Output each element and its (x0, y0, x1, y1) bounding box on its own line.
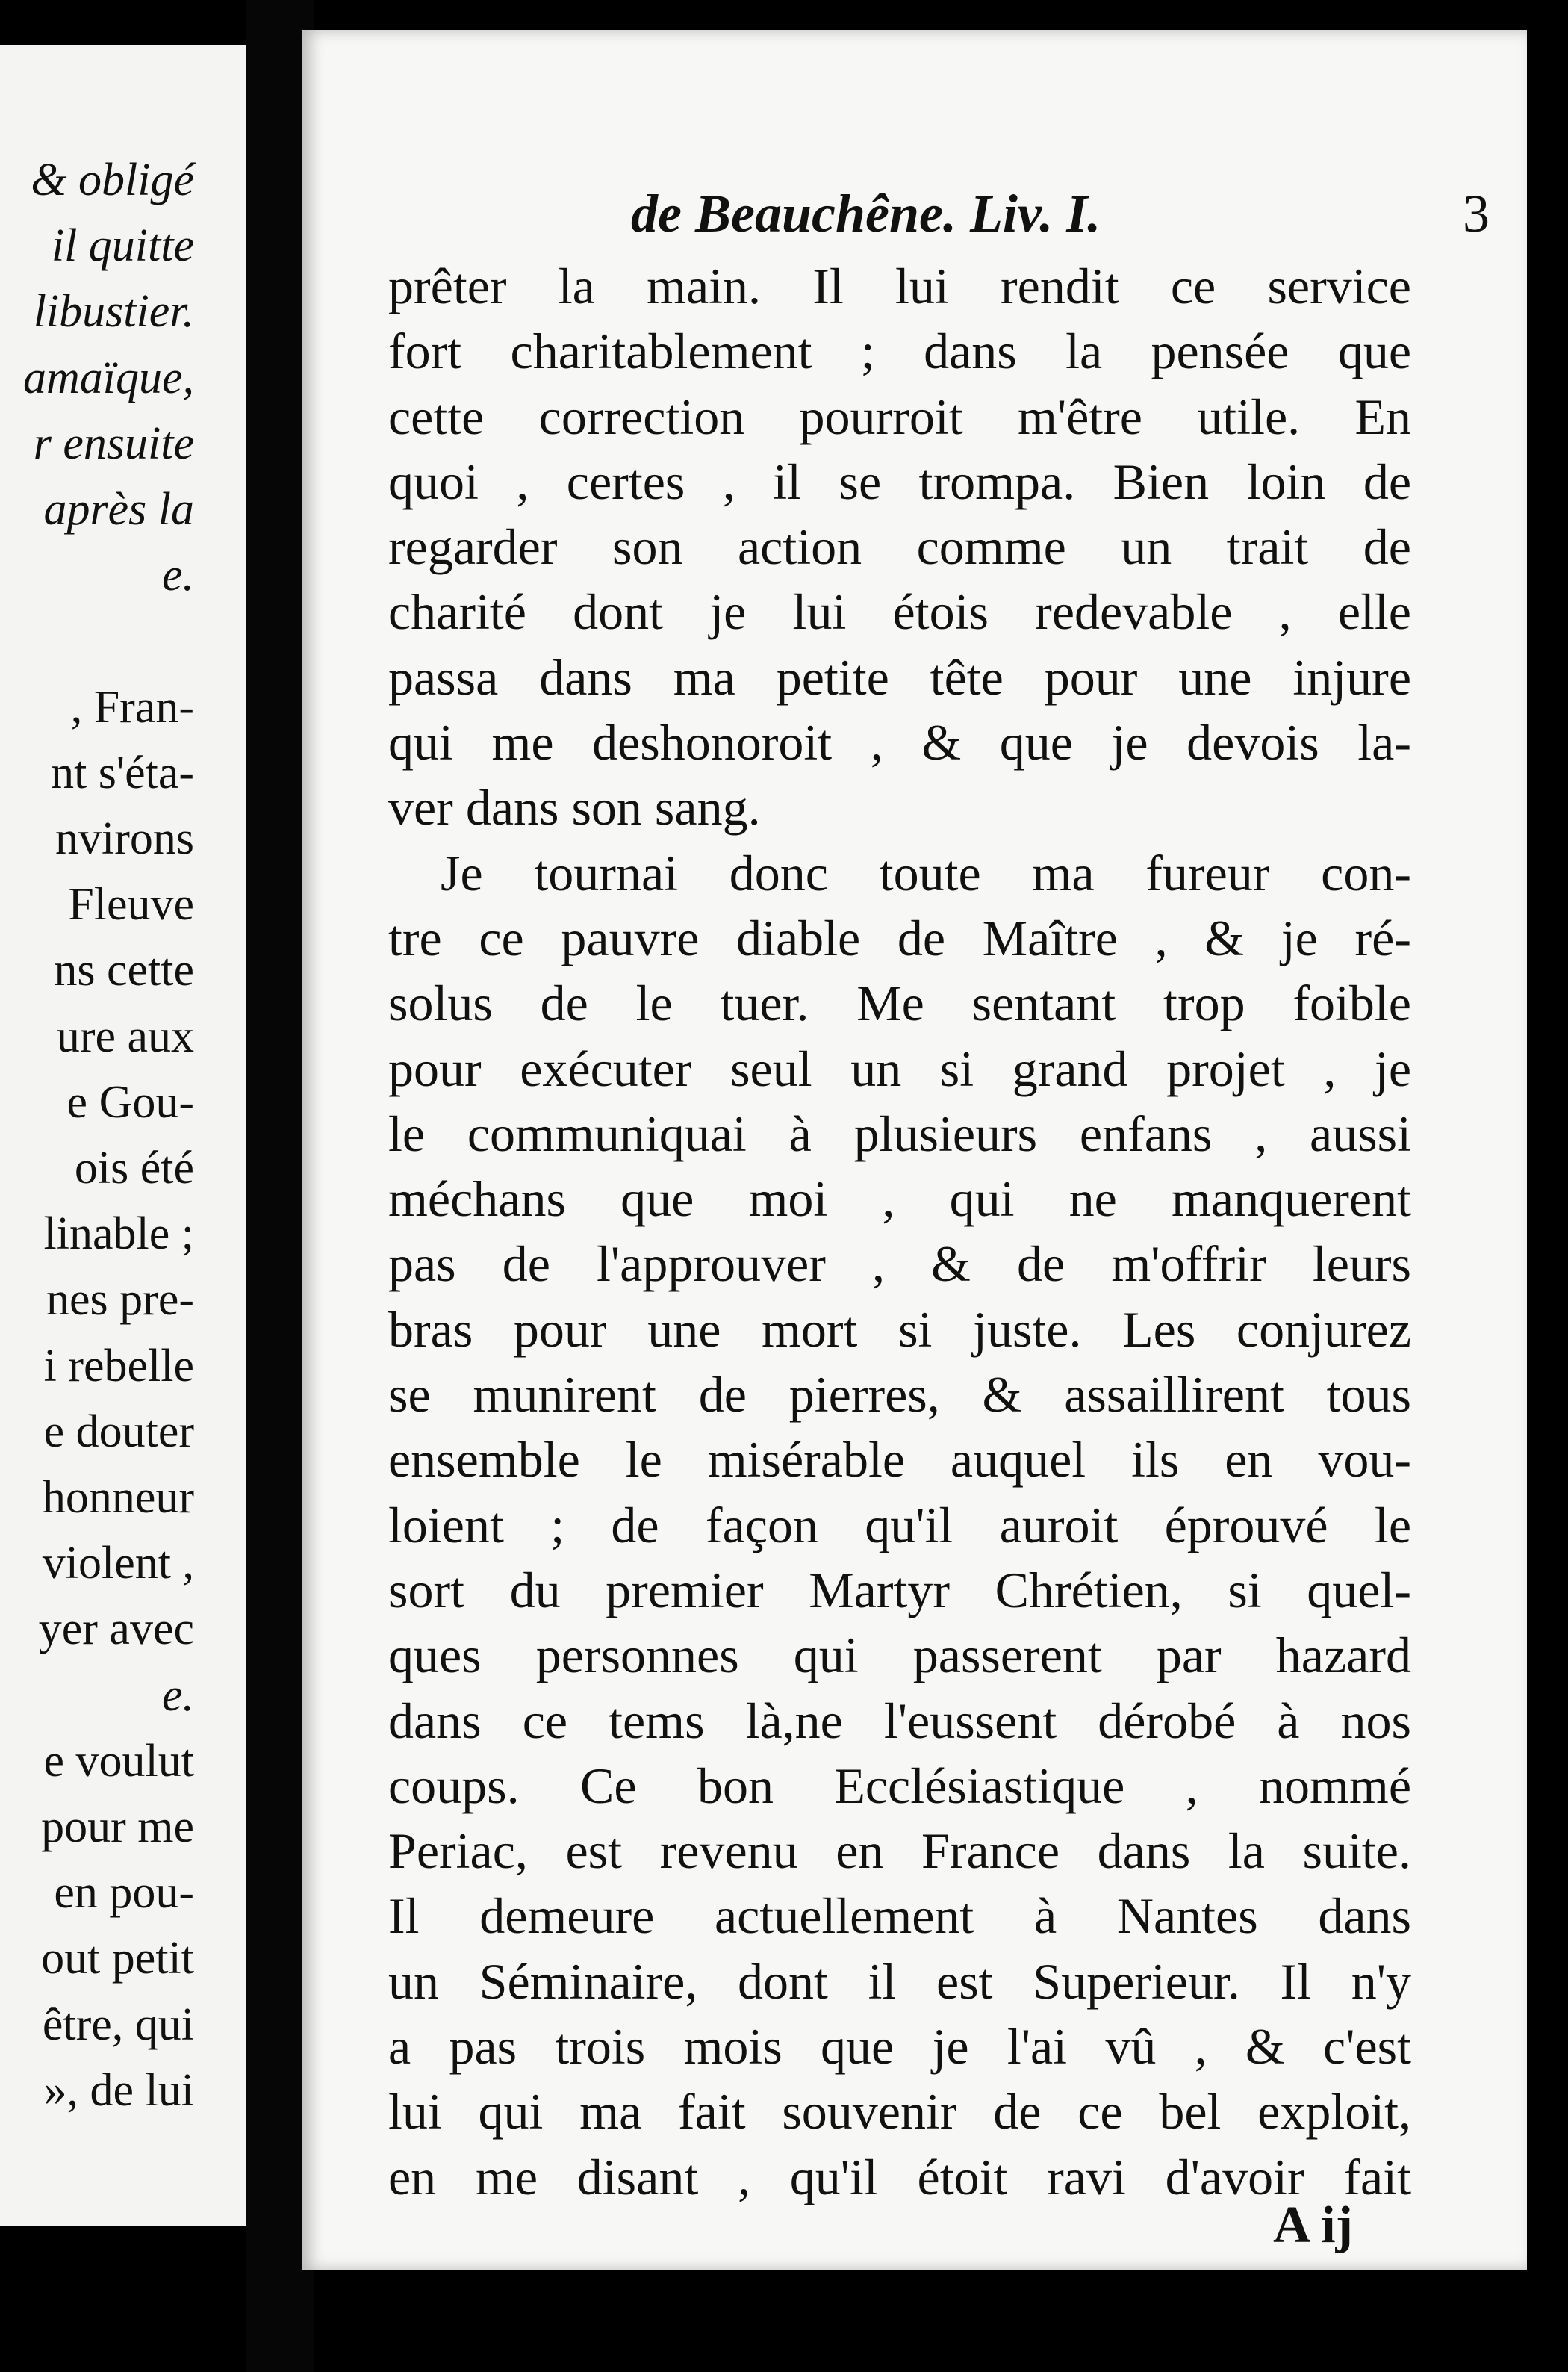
left-page-line: ure aux (56, 1010, 194, 1062)
text-line: a pas trois mois que je l'ai vû , & c'est (388, 2018, 1411, 2076)
text-line: prêter la main. Il lui rendit ce service (388, 258, 1411, 314)
text-line: le communiquai à plusieurs enfans , aussi (388, 1105, 1411, 1162)
page-number: 3 (1463, 184, 1490, 243)
left-page-line: e. (161, 1669, 194, 1721)
text-line: Je tournai donc toute ma fureur con- (441, 844, 1411, 901)
text-line: ques personnes qui passerent par hazard (388, 1627, 1411, 1684)
text-line: en me disant , qu'il étoit ravi d'avoir fait (388, 2148, 1411, 2205)
left-page-line: e Gou- (66, 1076, 194, 1128)
left-page-line: amaïque, (22, 352, 194, 403)
left-page-line: en pou- (54, 1867, 194, 1919)
page-header (631, 183, 1490, 243)
text-line: qui me deshonoroit , & que je devois la- (388, 714, 1411, 771)
left-page-line: r ensuite (33, 417, 194, 469)
left-page-line: être, qui (42, 1999, 194, 2050)
left-page-line: après la (43, 484, 194, 535)
left-page-line: i rebelle (43, 1340, 194, 1391)
left-page-line: e douter (43, 1406, 194, 1457)
text-line: solus de le tuer. Me sentant trop foible (388, 975, 1411, 1032)
left-page-line: nes pre- (46, 1274, 194, 1326)
text-line: méchans que moi , qui ne manquerent (388, 1170, 1411, 1228)
left-page-line: ns cette (54, 945, 194, 996)
left-page-line: Fleuve (68, 879, 194, 931)
left-page-line: », de lui (43, 2064, 194, 2116)
book-page (302, 30, 1527, 2270)
text-line: tre ce pauvre diable de Maître , & je ré- (388, 909, 1411, 966)
left-page-line: linable ; (43, 1208, 194, 1260)
text-line: charité dont je lui étois redevable , elle (388, 583, 1411, 641)
text-line: bras pour une mort si juste. Les conjurez (388, 1300, 1411, 1358)
left-page-line: , Fran- (70, 681, 194, 733)
left-page-line: nt s'éta- (51, 747, 194, 798)
text-line: pas de l'approuver , & de m'offrir leurs (388, 1235, 1411, 1293)
running-head: de Beauchêne. Liv. I. (631, 184, 1101, 243)
left-page-line: libustier. (33, 286, 194, 338)
text-line: lui qui ma fait souvenir de ce bel exploit, (388, 2083, 1411, 2140)
left-page-line: honneur (42, 1472, 194, 1523)
text-line: coups. Ce bon Ecclésiastique , nommé (388, 1757, 1411, 1814)
left-page-line: & obligé (31, 155, 194, 205)
text-line: dans ce tems là,ne l'eussent dérobé à nos (388, 1692, 1411, 1749)
signature-mark: A ij (1273, 2196, 1353, 2254)
text-line: passa dans ma petite tête pour une injure (388, 648, 1411, 706)
text-line: Periac, est revenu en France dans la suite. (388, 1822, 1411, 1880)
left-page-line: out petit (41, 1933, 194, 1984)
text-line: pour exécuter seul un si grand projet , je (388, 1040, 1411, 1097)
text-line: fort charitablement ; dans la pensée que (388, 323, 1411, 380)
text-line: loient ; de façon qu'il auroit éprouvé le (388, 1496, 1411, 1553)
left-page-line: e voulut (43, 1735, 194, 1786)
text-line: ver dans son sang. (388, 779, 761, 836)
text-line: regarder son action comme un trait de (388, 518, 1411, 576)
left-page-line: nvirons (55, 813, 194, 864)
left-page-line: pour me (41, 1801, 194, 1852)
left-page-line: violent , (42, 1538, 194, 1589)
left-page-line: ois été (74, 1143, 194, 1193)
text-line: sort du premier Martyr Chrétien, si quel- (388, 1561, 1411, 1618)
body-text (388, 254, 1411, 2210)
text-line: cette correction pourroit m'être utile. En (388, 388, 1411, 445)
left-page-line: e. (161, 550, 194, 601)
left-page-line: yer avec (38, 1603, 194, 1655)
left-page-line: il quitte (51, 220, 194, 272)
text-line: Il demeure actuellement à Nantes dans (388, 1887, 1411, 1945)
text-line: ensemble le misérable auquel ils en vou- (388, 1431, 1411, 1488)
text-line: quoi , certes , il se trompa. Bien loin de (388, 453, 1411, 510)
text-line: se munirent de pierres, & assaillirent tous (388, 1366, 1411, 1423)
text-line: un Séminaire, dont il est Superieur. Il n'y (388, 1952, 1411, 2010)
previous-page-fragment (0, 45, 246, 2226)
